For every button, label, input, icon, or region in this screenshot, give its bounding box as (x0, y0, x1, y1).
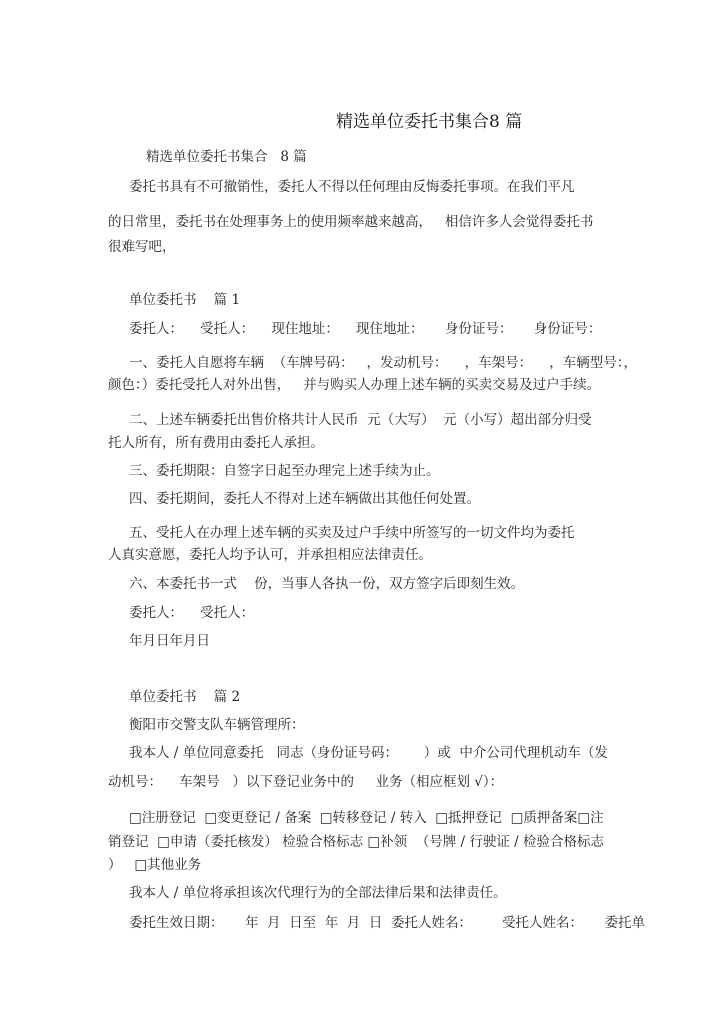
paragraph-line: 三、委托期限：自签字日起至办理完上述手续为止。 (129, 463, 440, 479)
paragraph-line: 人真实意愿，委托人均予认可，并承担相应法律责任。 (108, 547, 432, 563)
paragraph-line: 我本人 / 单位将承担该次代理行为的全部法律后果和法律责任。 (129, 885, 507, 901)
intro-line: 的日常里，委托书在处理事务上的使用频率越来越高， 相信许多人会觉得委托书 (108, 214, 594, 230)
paragraph-line: 二、上述车辆委托出售价格共计人民币 元（大写） 元（小写）超出部分归受 (129, 412, 592, 428)
paragraph-line: 六、本委托书一式 份，当事人各执一份，双方签字后即刻生效。 (129, 576, 525, 592)
paragraph-line: 委托人： 受托人： 现住地址： 现住地址： 身份证号： 身份证号： (129, 321, 602, 337)
section-heading: 单位委托书 篇 1 (129, 292, 241, 308)
document-title: 精选单位委托书集合8 篇 (336, 112, 523, 132)
paragraph-line: 五、受托人在办理上述车辆的买卖及过户手续中所签写的一切文件均为委托 (129, 525, 575, 541)
paragraph-line: 托人所有，所有费用由委托人承担。 (108, 435, 324, 451)
paragraph-line: 衡阳市交警支队车辆管理所： (129, 717, 305, 733)
intro-line: 委托书具有不可撤销性，委托人不得以任何理由反悔委托事项。在我们平凡 (129, 179, 575, 195)
paragraph-line: 动机号： 车架号 ）以下登记业务中的 业务（相应框划 √）： (108, 774, 504, 790)
section-heading: 单位委托书 篇 2 (129, 689, 241, 705)
checkbox-options-line: 销登记 □申请（委托核发） 检验合格标志 □补领 （号牌 / 行驶证 / 检验合格标志 (108, 834, 605, 850)
paragraph-line: 我本人 / 单位同意委托 同志（身份证号码： ）或 中介公司代理机动车（发 (129, 745, 608, 761)
checkbox-options-line: □注册登记 □变更登记 / 备案 □转移登记 / 转入 □抵押登记 □质押备案□注 (129, 810, 604, 826)
document-subtitle: 精选单位委托书集合 8 篇 (146, 149, 307, 165)
paragraph-line: 委托生效日期： 年 月 日至 年 月 日 委托人姓名： 受托人姓名： 委托单 (129, 915, 645, 931)
paragraph-line: 一、委托人自愿将车辆 （车牌号码： ，发动机号： ，车架号： ，车辆型号：， (129, 355, 638, 371)
intro-line: 很难写吧， (108, 239, 176, 255)
paragraph-line: 四、委托期间，委托人不得对上述车辆做出其他任何处置。 (129, 491, 480, 507)
date-line: 年月日年月日 (129, 633, 210, 649)
checkbox-options-line: ） □其他业务 (108, 857, 202, 873)
signature-line: 委托人： 受托人： (129, 605, 255, 621)
paragraph-line: 颜色：）委托受托人对外出售， 并与购买人办理上述车辆的买卖交易及过户手续。 (108, 377, 601, 393)
